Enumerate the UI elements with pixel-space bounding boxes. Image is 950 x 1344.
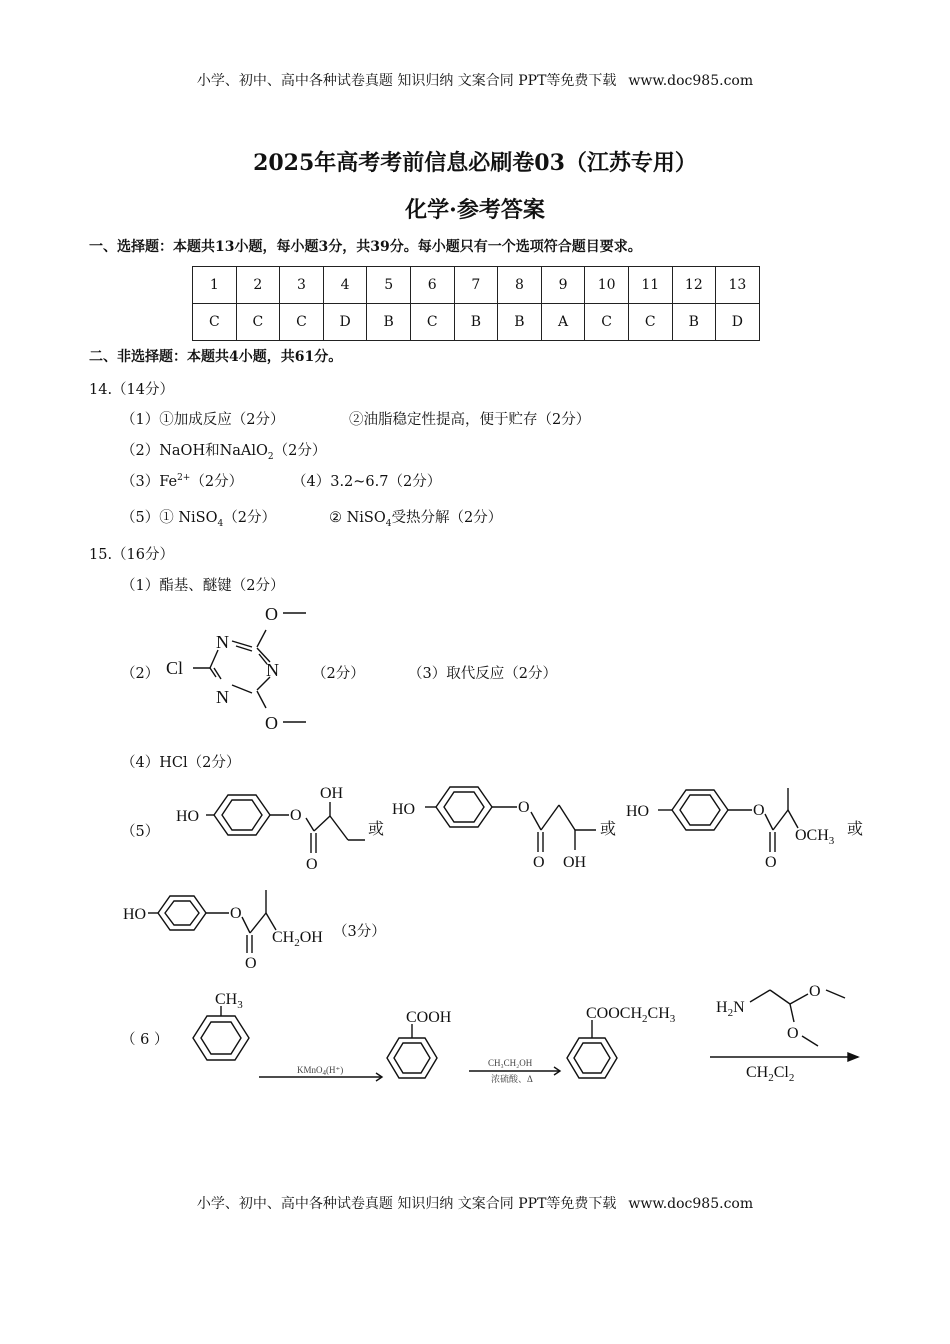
footer-url: www.doc985.com xyxy=(628,1196,754,1212)
s4-o: O xyxy=(230,905,242,922)
s2-o: O xyxy=(518,799,530,816)
s4-o-carbonyl: O xyxy=(245,955,257,972)
q15-answer-2-score: （2分） xyxy=(312,666,365,682)
s2-ho: HO xyxy=(392,801,416,818)
question-number-cell: 7 xyxy=(454,267,498,304)
toluene-ch3 xyxy=(215,991,243,1011)
page-footer xyxy=(0,1193,950,1213)
question-number-cell: 10 xyxy=(585,267,629,304)
triazine-n-1: N xyxy=(216,632,229,652)
triazine-n-2: N xyxy=(266,660,279,680)
question-number-cell: 6 xyxy=(410,267,454,304)
reagent-ethanol: CH₃CH₂OH xyxy=(488,1058,533,1068)
amine-o-1: O xyxy=(809,983,821,1000)
reagent-ch2cl2 xyxy=(746,1064,794,1084)
answer-cell: B xyxy=(454,304,498,341)
q15-answer-3: （3）取代反应（2分） xyxy=(408,666,557,682)
reagent-kmno4-tail: (H⁺) xyxy=(326,1065,344,1075)
q14-answer-5b-sub: 4 xyxy=(385,518,392,529)
s1-o: O xyxy=(290,807,302,824)
q14-answer-1b: ②油脂稳定性提高，便于贮存（2分） xyxy=(349,412,591,428)
s1-or: 或 xyxy=(368,821,385,838)
q14-answer-5a-sub: 4 xyxy=(217,518,224,529)
s3-ho: HO xyxy=(626,803,650,820)
reagent-ch2cl2-ch: CH xyxy=(746,1064,769,1081)
q14-answer-3-score: （2分） xyxy=(190,474,244,490)
answer-cell: D xyxy=(323,304,367,341)
section-2-heading: 二、非选择题：本题共4小题，共61分。 xyxy=(89,349,343,365)
q14-answer-5a-score: （2分） xyxy=(223,510,276,526)
answer-cell: B xyxy=(672,304,716,341)
q15-answer-5-label: （5） xyxy=(121,824,160,840)
q14-answer-5a-text: （5）① NiSO xyxy=(121,510,218,526)
s3-och3-text: OCH xyxy=(795,827,829,844)
reagent-ch2cl2-sub1: 2 xyxy=(768,1072,774,1084)
reagent-kmno4 xyxy=(297,1065,343,1077)
page-subtitle: 化学·参考答案 xyxy=(405,197,545,223)
answer-cell: C xyxy=(410,304,454,341)
s3-och3 xyxy=(795,827,835,847)
reagent-ch2cl2-cl: Cl xyxy=(773,1064,789,1081)
s1-oh: OH xyxy=(320,785,344,802)
question-number-cell: 11 xyxy=(628,267,672,304)
answer-cell: B xyxy=(367,304,411,341)
reagent-acid: 浓硫酸、Δ xyxy=(491,1074,533,1084)
question-number-cell: 12 xyxy=(672,267,716,304)
benzoic-cooh: COOH xyxy=(406,1009,452,1026)
header-url: www.doc985.com xyxy=(628,73,754,89)
q14-answer-5b-text: ② NiSO xyxy=(329,510,386,526)
amine-h-text: H xyxy=(716,999,728,1016)
q14-answer-3-text: （3）Fe xyxy=(121,474,178,490)
answer-cell: C xyxy=(585,304,629,341)
triazine-cl: Cl xyxy=(166,658,184,678)
q15-answer-4: （4）HCl（2分） xyxy=(121,755,241,771)
answer-cell: B xyxy=(498,304,542,341)
s4-ch2oh-text: CH xyxy=(272,929,295,946)
header-text: 小学、初中、高中各种试卷真题 知识归纳 文案合同 PPT等免费下载 xyxy=(196,73,617,89)
s3-o-carbonyl: O xyxy=(765,854,777,871)
question-number-cell: 1 xyxy=(193,267,237,304)
toluene-ch3-text: CH xyxy=(215,991,238,1008)
s2-oh: OH xyxy=(563,854,587,871)
q14-answer-2-sub: 2 xyxy=(267,451,274,462)
question-number-cell: 3 xyxy=(280,267,324,304)
section-1-heading: 一、选择题：本题共13小题，每小题3分，共39分。每小题只有一个选项符合题目要求。 xyxy=(89,239,642,255)
answer-cell: C xyxy=(193,304,237,341)
question-number-cell: 4 xyxy=(323,267,367,304)
amine-sub: 2 xyxy=(727,1007,734,1019)
ester-cooet-sub1: 2 xyxy=(642,1013,648,1025)
footer-text: 小学、初中、高中各种试卷真题 知识归纳 文案合同 PPT等免费下载 xyxy=(196,1196,617,1212)
question-number-cell: 9 xyxy=(541,267,585,304)
q15-heading: 15.（16分） xyxy=(89,547,175,563)
s1-o-carbonyl: O xyxy=(306,856,318,873)
q14-answer-4: （4）3.2~6.7（2分） xyxy=(292,474,442,490)
s4-ch2oh xyxy=(272,929,323,949)
answer-cell: C xyxy=(236,304,280,341)
question-number-cell: 5 xyxy=(367,267,411,304)
s3-or: 或 xyxy=(847,821,864,838)
answer-cell: D xyxy=(716,304,760,341)
answer-cell: A xyxy=(541,304,585,341)
s4-ch2oh-sub: 2 xyxy=(294,937,300,949)
q15-answer-5-score: （3分） xyxy=(333,924,386,940)
s3-och3-sub: 3 xyxy=(828,835,835,847)
amine-h2n xyxy=(716,999,745,1019)
s3-o: O xyxy=(753,802,765,819)
q14-answer-5b-score: 受热分解（2分） xyxy=(391,510,503,526)
amine-o-2: O xyxy=(787,1025,799,1042)
triazine-o-top: O xyxy=(265,604,278,624)
q15-answer-1: （1）酯基、醚键（2分） xyxy=(121,578,285,594)
answer-cell: C xyxy=(280,304,324,341)
q14-answer-2-score: （2分） xyxy=(273,443,327,459)
answer-cell: C xyxy=(628,304,672,341)
s1-ho: HO xyxy=(176,808,200,825)
q14-answer-3-sup: 2+ xyxy=(177,473,191,484)
ester-cooet-tail: CH xyxy=(647,1005,670,1022)
reagent-ch2cl2-sub2: 2 xyxy=(788,1072,795,1084)
toluene-ch3-sub: 3 xyxy=(237,999,243,1011)
s2-or: 或 xyxy=(600,821,617,838)
q14-answer-1a: （1）①加成反应（2分） xyxy=(121,412,285,428)
amine-n-text: N xyxy=(733,999,745,1016)
s2-o-carbonyl: O xyxy=(533,854,545,871)
question-number-cell: 2 xyxy=(236,267,280,304)
question-number-cell: 13 xyxy=(716,267,760,304)
ester-cooet xyxy=(586,1005,676,1025)
triazine-o-bottom: O xyxy=(265,713,278,733)
triazine-n-3: N xyxy=(216,687,229,707)
q14-answer-2-text: （2）NaOH和NaAlO xyxy=(121,443,268,459)
reagent-kmno4-text: KMnO xyxy=(297,1065,323,1075)
s4-ho: HO xyxy=(123,906,147,923)
question-number-cell: 8 xyxy=(498,267,542,304)
ester-cooet-text: COOCH xyxy=(586,1005,643,1022)
q15-answer-6-label: （ 6 ） xyxy=(121,1032,169,1048)
reagent-kmno4-sub: 4 xyxy=(322,1069,327,1077)
q14-heading: 14.（14分） xyxy=(89,382,175,398)
ester-cooet-sub2: 3 xyxy=(669,1013,676,1025)
s4-ch2oh-tail: OH xyxy=(299,929,323,946)
page-title: 2025年高考考前信息必刷卷03（江苏专用） xyxy=(253,150,697,176)
q15-answer-2-label: （2） xyxy=(121,666,160,682)
